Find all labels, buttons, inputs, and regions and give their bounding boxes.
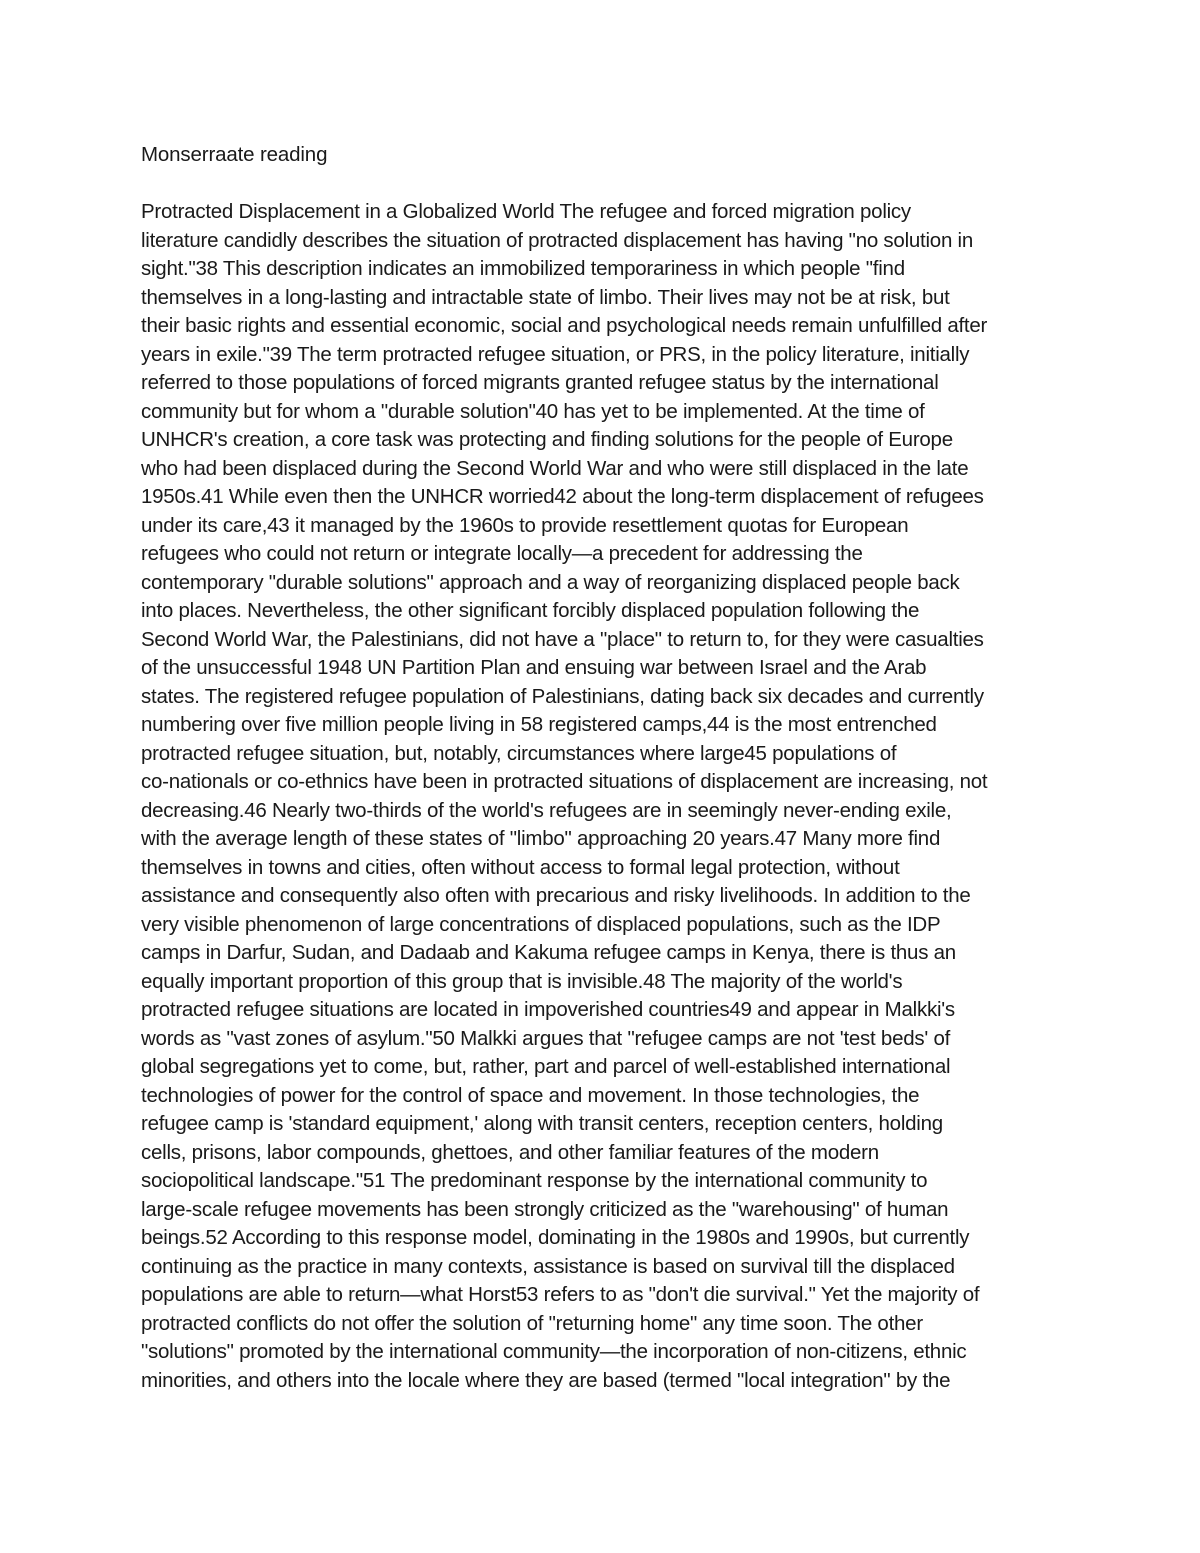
text-line: themselves in towns and cities, often without access to formal legal protection, without: [141, 855, 900, 879]
text-line: populations are able to return—what Horst53 refers to as "don't die survival." Yet the majority of: [141, 1283, 980, 1306]
document-body: [141, 198, 1071, 1395]
text-line: decreasing.46 Nearly two-thirds of the world's refugees are in seemingly never-ending exile,: [141, 798, 952, 822]
text-line: global segregations yet to come, but, rather, part and parcel of well-established international: [141, 1055, 951, 1078]
text-line: sociopolitical landscape."51 The predominant response by the international community to: [141, 1169, 928, 1192]
text-line: states. The registered refugee population of Palestinians, dating back six decades and currently: [141, 684, 984, 708]
text-line: Protracted Displacement in a Globalized World The refugee and forced migration policy: [141, 200, 911, 223]
text-line: words as "vast zones of asylum."50 Malkki argues that "refugee camps are not 'test beds' of: [141, 1026, 951, 1050]
text-line: protracted refugee situations are located in impoverished countries49 and appear in Malkki's: [141, 998, 955, 1021]
text-line: themselves in a long-lasting and intractable state of limbo. Their lives may not be at risk, but: [141, 285, 950, 309]
text-line: Second World War, the Palestinians, did not have a "place" to return to, for they were casualties: [141, 627, 984, 651]
text-line: referred to those populations of forced migrants granted refugee status by the international: [141, 371, 939, 394]
text-line: cells, prisons, labor compounds, ghettoes, and other familiar features of the modern: [141, 1140, 879, 1164]
text-line: very visible phenomenon of large concentrations of displaced populations, such as the IDP: [141, 912, 941, 936]
text-line: literature candidly describes the situation of protracted displacement has having "no solution in: [141, 228, 973, 252]
text-line: who had been displaced during the Second World War and who were still displaced in the late: [141, 456, 969, 480]
text-line: large-scale refugee movements has been strongly criticized as the "warehousing" of human: [141, 1197, 949, 1221]
text-line: refugee camp is 'standard equipment,' along with transit centers, reception centers, holding: [141, 1112, 943, 1135]
text-line: years in exile."39 The term protracted refugee situation, or PRS, in the policy literature, initially: [141, 342, 970, 366]
text-line: continuing as the practice in many contexts, assistance is based on survival till the displaced: [141, 1254, 955, 1278]
text-line: contemporary "durable solutions" approach and a way of reorganizing displaced people back: [141, 570, 960, 594]
text-line: of the unsuccessful 1948 UN Partition Plan and ensuing war between Israel and the Arab: [141, 656, 927, 679]
text-line: their basic rights and essential economic, social and psychological needs remain unfulfilled after: [141, 314, 988, 337]
text-line: protracted refugee situation, but, notably, circumstances where large45 populations of: [141, 741, 897, 765]
document-title: Monserraate reading: [141, 143, 328, 166]
text-line: camps in Darfur, Sudan, and Dadaab and Kakuma refugee camps in Kenya, there is thus an: [141, 941, 956, 964]
text-line: 1950s.41 While even then the UNHCR worried42 about the long-term displacement of refugees: [141, 485, 984, 508]
text-line: technologies of power for the control of space and movement. In those technologies, the: [141, 1083, 920, 1107]
text-line: sight."38 This description indicates an immobilized temporariness in which people "find: [141, 257, 905, 280]
text-line: refugees who could not return or integrate locally—a precedent for addressing the: [141, 542, 863, 565]
text-line: community but for whom a "durable solution"40 has yet to be implemented. At the time of: [141, 399, 925, 423]
text-line: equally important proportion of this group that is invisible.48 The majority of the world's: [141, 969, 903, 993]
text-line: under its care,43 it managed by the 1960s to provide resettlement quotas for European: [141, 513, 909, 537]
text-line: minorities, and others into the locale where they are based (termed "local integration" by the: [141, 1368, 951, 1392]
text-line: UNHCR's creation, a core task was protecting and finding solutions for the people of Europe: [141, 428, 953, 451]
text-line: numbering over five million people living in 58 registered camps,44 is the most entrenched: [141, 713, 937, 736]
text-line: into places. Nevertheless, the other significant forcibly displaced population following the: [141, 599, 920, 622]
text-line: beings.52 According to this response model, dominating in the 1980s and 1990s, but currently: [141, 1226, 970, 1249]
text-line: protracted conflicts do not offer the solution of "returning home" any time soon. The other: [141, 1311, 923, 1335]
text-line: co-nationals or co-ethnics have been in protracted situations of displacement are increasing, not: [141, 770, 988, 793]
text-line: with the average length of these states of "limbo" approaching 20 years.47 Many more find: [141, 827, 941, 850]
text-line: assistance and consequently also often with precarious and risky livelihoods. In addition to the: [141, 884, 971, 907]
text-line: "solutions" promoted by the international community—the incorporation of non-citizens, ethnic: [141, 1340, 967, 1363]
